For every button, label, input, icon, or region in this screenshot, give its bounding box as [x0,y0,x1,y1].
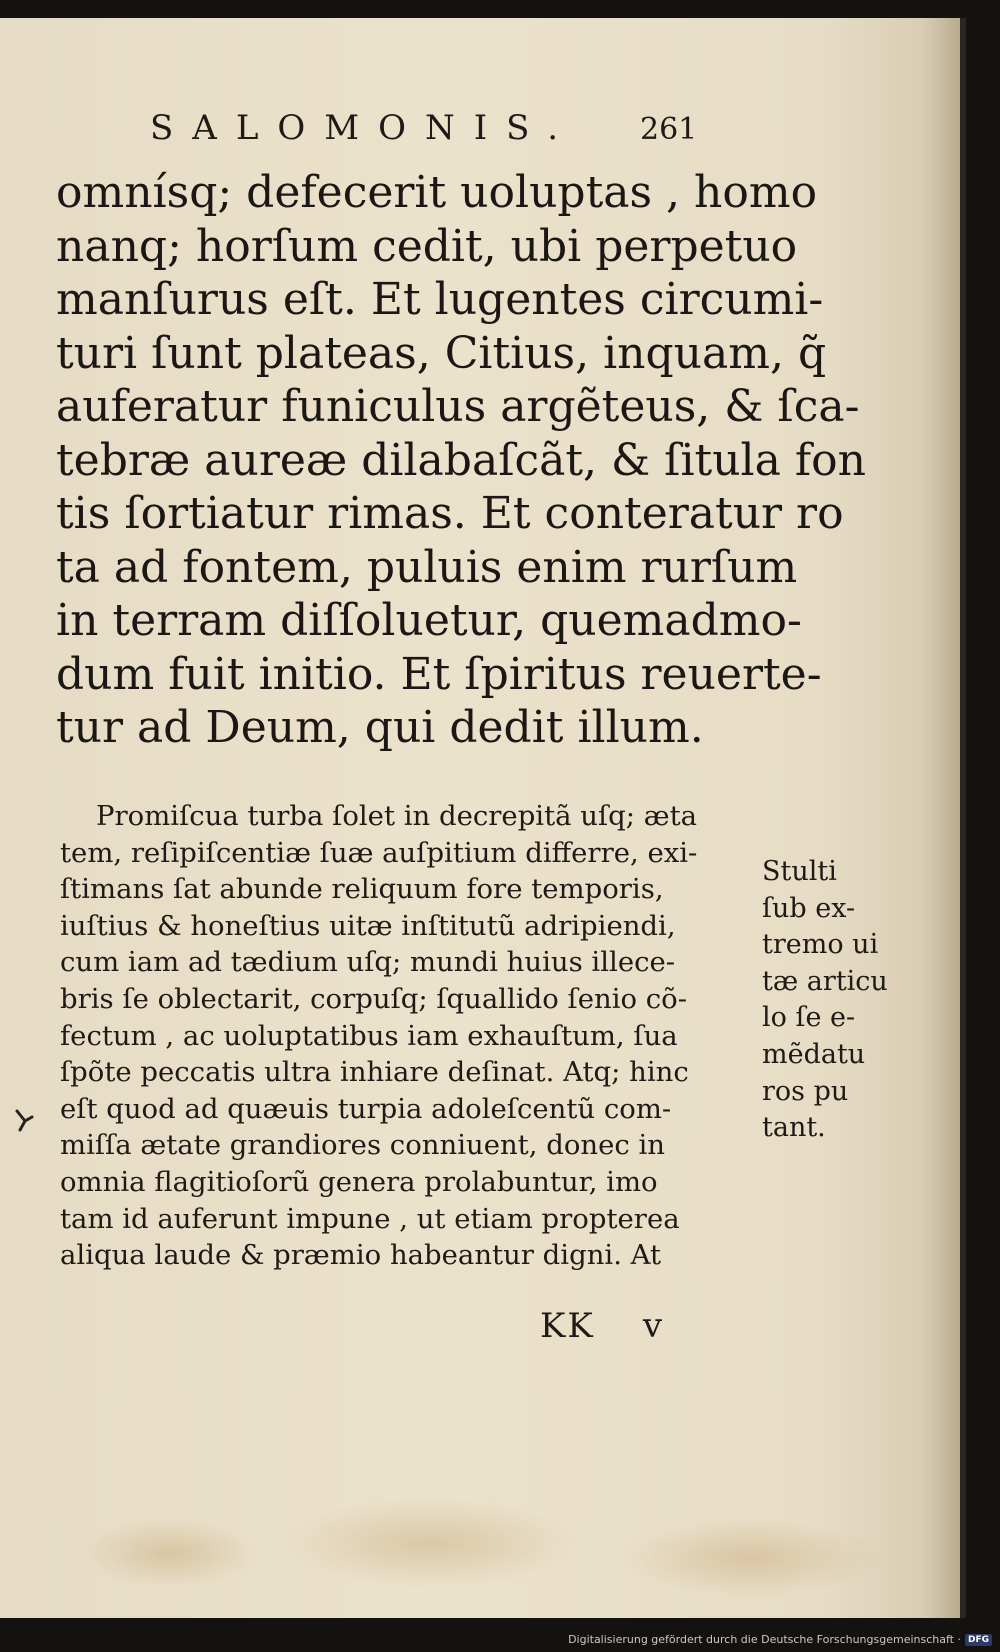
paper-stain [620,1518,880,1598]
commentary-line: miſſa ætate grandiores conniuent, donec in [60,1129,666,1162]
marginal-note-line: tremo ui [762,929,879,961]
commentary-line: eſt quod ad quæuis turpia adoleſcentũ com- [60,1092,672,1125]
main-text-line: tur ad Deum, qui dedit illum. [56,702,704,753]
commentary-line: Promiſcua turba ſolet in decrepitã uſq; æta [96,800,698,832]
marginal-note-line: ſub ex- [762,892,856,924]
digitization-credit [568,1633,992,1646]
manicule-icon [14,1108,36,1141]
marginal-note-line: Stulti [762,856,837,887]
commentary-line: tam id auferunt impune , ut etiam propterea [60,1202,680,1235]
page-header [150,98,698,158]
main-text-line: dum fuit initio. Et ſpiritus reuerte- [56,648,822,700]
main-text-line: turi ſunt plateas, Citius, inquam, q̃ [56,327,827,379]
marginal-note-line: mẽdatu [762,1038,866,1070]
signature-number: v [642,1306,665,1346]
commentary-line: cum iam ad tædium uſq; mundi huius illece- [60,946,676,979]
commentary-line: omnia flagitioſorũ genera prolabuntur, imo [60,1165,658,1198]
manicule-icon-glyph [14,1108,36,1134]
marginal-note-line: tant. [762,1112,826,1144]
commentary-line: ſpõte peccatis ultra inhiare deſinat. Atq; hinc [60,1056,689,1089]
book-page [0,18,966,1618]
main-text-line: in terram diſſoluetur, quemadmo- [56,595,802,646]
signature-mark [540,1306,664,1346]
marginal-note-line: tæ articu [762,965,888,997]
running-head: SALOMONIS. [150,108,578,148]
credit-text: Digitalisierung gefördert durch die Deutsche Forschungsgemeinschaft · [568,1633,961,1646]
main-text-block [56,166,866,755]
main-text-line: ta ad fontem, puluis enim rurſum [56,541,798,593]
marginal-note-line: ros pu [762,1075,849,1107]
dfg-logo: DFG [965,1634,992,1646]
main-text-line: tis ſortiatur rimas. Et conteratur ro [56,488,844,539]
main-text-line: auferatur funiculus argẽteus, & ſca- [56,381,860,432]
paper-stain [80,1518,260,1588]
main-text-line: nanq; horſum cedit, ubi perpetuo [56,220,798,272]
commentary-line: iuſtius & honeſtius uitæ inſtitutũ adripiendi, [60,909,676,942]
marginal-note [762,854,912,1147]
signature-letters: KK [540,1306,595,1346]
commentary-line: fectum , ac uoluptatibus iam exhauſtum, ſua [60,1019,678,1052]
commentary-line: tem, reſipiſcentiæ ſuæ auſpitium differre, exi- [60,836,698,869]
commentary-line: ſtimans ſat abunde reliquum fore temporis, [60,873,664,906]
paper-stain [280,1498,580,1588]
main-text-line: tebræ aureæ dilabaſcãt, & ſitula fon [56,434,866,486]
commentary-block [60,798,760,1274]
marginal-note-line: lo ſe e- [762,1002,856,1034]
commentary-line: bris ſe oblectarit, corpuſq; ſquallido ſenio cõ- [60,982,688,1015]
folio-number: 261 [640,112,698,147]
commentary-line: aliqua laude & præmio habeantur digni. At [60,1239,662,1272]
main-text-line: omnísq; defecerit uoluptas , homo [56,167,818,218]
main-text-line: manſurus eſt. Et lugentes circumi- [56,274,824,325]
